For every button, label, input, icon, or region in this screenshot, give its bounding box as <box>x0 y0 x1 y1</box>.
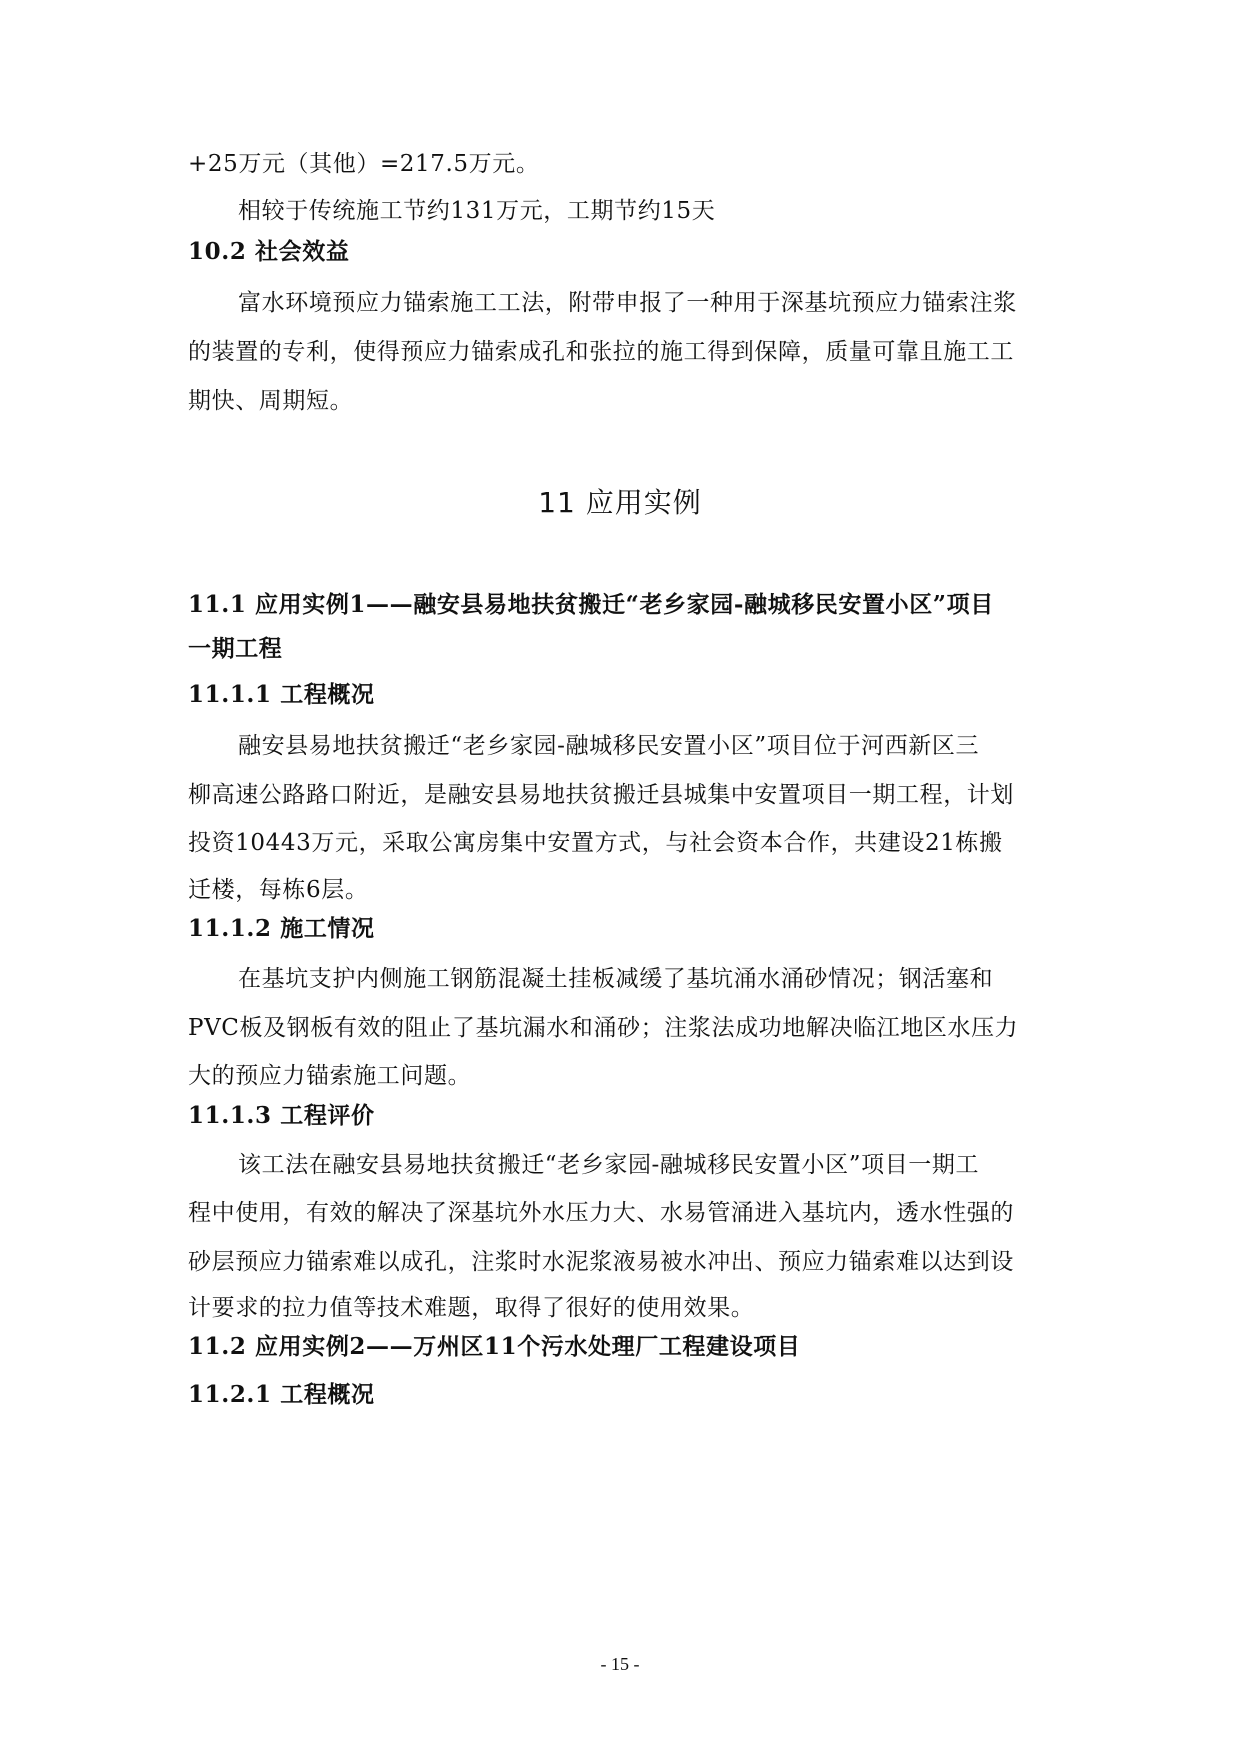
section-heading: 11.2 应用实例2——万州区11个污水处理厂工程建设项目 <box>188 1333 801 1360</box>
page-number: - 15 - <box>600 1654 640 1674</box>
paragraph-line: 融安县易地扶贫搬迁“老乡家园-融城移民安置小区”项目位于河西新区三 <box>238 733 980 759</box>
paragraph-line: 计要求的拉力值等技术难题，取得了很好的使用效果。 <box>188 1295 755 1321</box>
section-heading: 11.1 应用实例1——融安县易地扶贫搬迁“老乡家园-融城移民安置小区”项目 <box>188 591 994 618</box>
paragraph-line: 期快、周期短。 <box>188 388 354 414</box>
subsection-heading: 11.2.1 工程概况 <box>188 1381 375 1408</box>
paragraph-line: 程中使用，有效的解决了深基坑外水压力大、水易管涌进入基坑内，透水性强的 <box>188 1200 1014 1226</box>
paragraph-line: 大的预应力锚索施工问题。 <box>188 1063 472 1089</box>
paragraph-line: 在基坑支护内侧施工钢筋混凝土挂板减缓了基坑涌水涌砂情况；钢活塞和 <box>238 966 994 992</box>
paragraph-line: 柳高速公路路口附近，是融安县易地扶贫搬迁县城集中安置项目一期工程，计划 <box>188 782 1014 808</box>
subsection-heading: 11.1.2 施工情况 <box>188 915 375 942</box>
subsection-heading: 11.1.3 工程评价 <box>188 1102 375 1129</box>
chapter-title: 11 应用实例 <box>538 486 702 519</box>
paragraph-line: 的装置的专利，使得预应力锚索成孔和张拉的施工得到保障，质量可靠且施工工 <box>188 339 1014 365</box>
paragraph-line: 砂层预应力锚索难以成孔，注浆时水泥浆液易被水冲出、预应力锚索难以达到设 <box>188 1249 1014 1275</box>
paragraph-line: PVC板及钢板有效的阻止了基坑漏水和涌砂；注浆法成功地解决临江地区水压力 <box>188 1015 1019 1041</box>
paragraph-line: +25万元（其他）=217.5万元。 <box>188 151 540 177</box>
subsection-heading: 11.1.1 工程概况 <box>188 681 375 708</box>
paragraph-line: 迁楼，每栋6层。 <box>188 877 369 903</box>
paragraph-line: 该工法在融安县易地扶贫搬迁“老乡家园-融城移民安置小区”项目一期工 <box>238 1152 980 1178</box>
paragraph-line: 富水环境预应力锚索施工工法，附带申报了一种用于深基坑预应力锚索注浆 <box>238 290 1017 316</box>
section-heading-continuation: 一期工程 <box>188 635 283 662</box>
section-heading: 10.2 社会效益 <box>188 238 350 265</box>
paragraph-line: 相较于传统施工节约131万元，工期节约15天 <box>238 198 716 224</box>
paragraph-line: 投资10443万元，采取公寓房集中安置方式，与社会资本合作，共建设21栋搬 <box>188 830 1003 856</box>
